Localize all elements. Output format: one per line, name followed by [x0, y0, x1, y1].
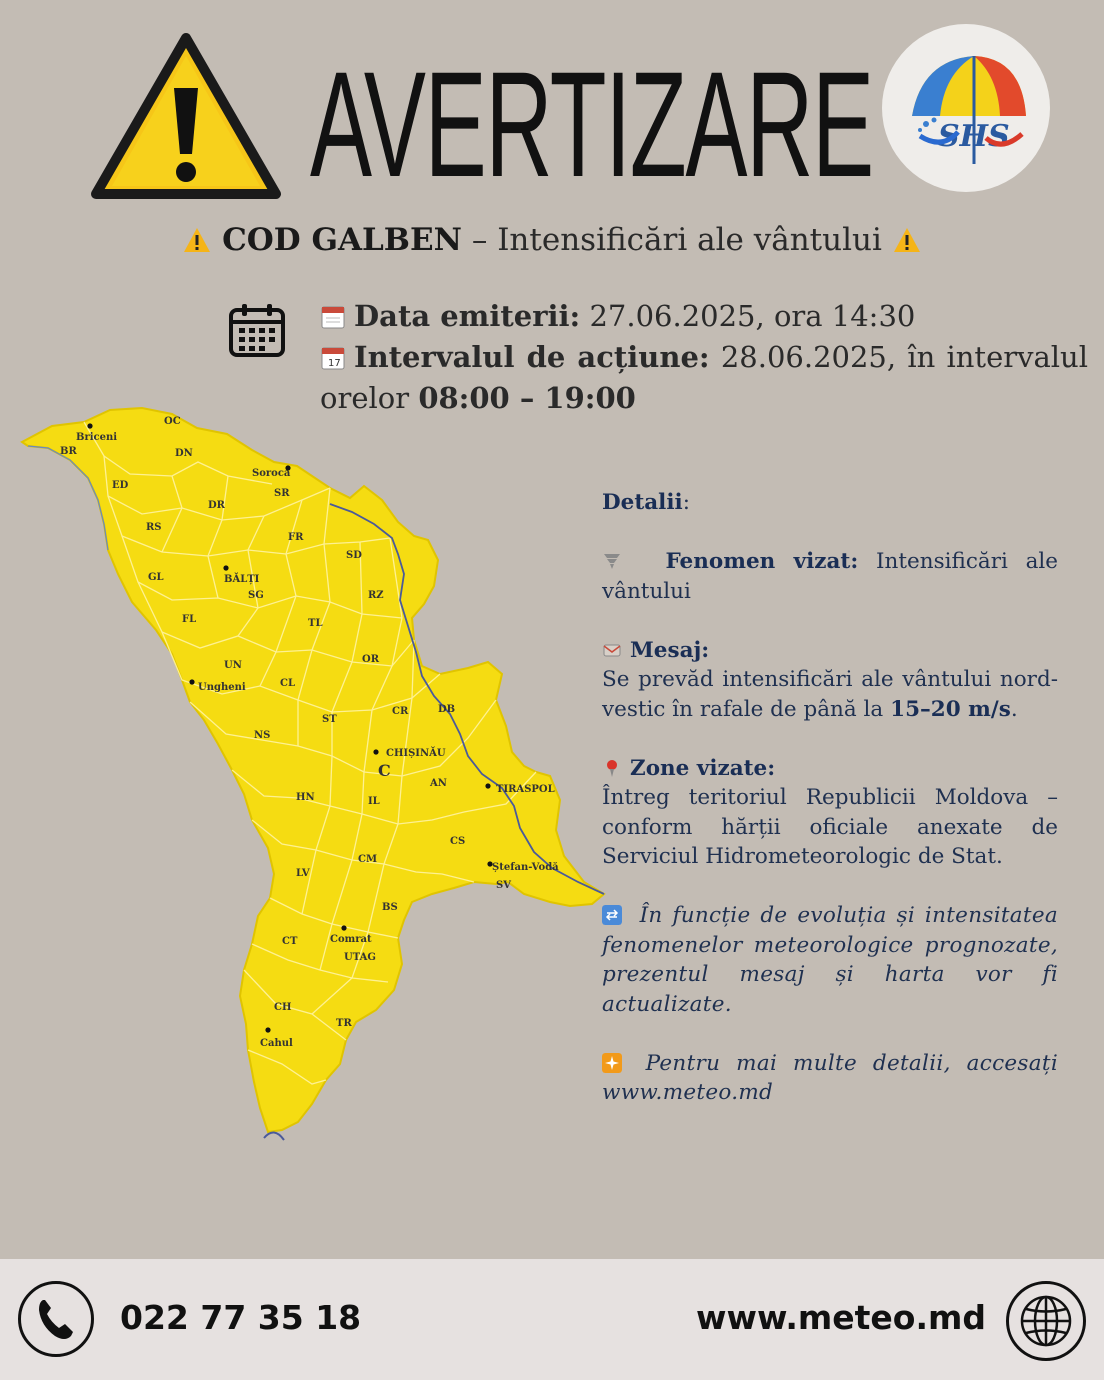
more-block	[602, 1049, 1058, 1108]
dates-block	[320, 296, 1088, 419]
map-label: UTAG	[344, 952, 376, 963]
map-label: ED	[112, 480, 129, 491]
mailbox-icon	[602, 640, 622, 660]
map-label: BS	[382, 902, 398, 913]
map-label: DN	[175, 448, 193, 459]
sparkle-icon	[602, 1053, 622, 1073]
map-label: OR	[362, 654, 380, 665]
issued-value: 27.06.2025, ora 14:30	[589, 299, 916, 333]
map-label: SR	[274, 488, 290, 499]
update-block	[602, 901, 1058, 1019]
message-value: 15–20 m/s	[890, 696, 1011, 722]
zones-block	[602, 754, 1058, 872]
shs-logo	[882, 24, 1050, 192]
map-label: CT	[282, 936, 298, 947]
map-label: Briceni	[76, 432, 118, 443]
map-label: DB	[438, 704, 456, 715]
interval-value: 28.06.2025, în intervalul orelor	[320, 340, 1089, 415]
map-label: HN	[296, 792, 315, 803]
map-label: SD	[346, 550, 362, 561]
map-label: ST	[322, 714, 337, 725]
globe-icon[interactable]	[1006, 1281, 1086, 1361]
map-label: UN	[224, 660, 242, 671]
map-label: DR	[208, 500, 225, 511]
zones-label: Zone vizate:	[630, 755, 776, 781]
tornado-icon	[602, 551, 622, 571]
update-text: În funcție de evoluția și intensitatea fenomenelor meteorologice prognozate, prezentul mesaj și harta vor fi actualizate.	[602, 903, 1059, 1017]
map-label: TL	[308, 618, 323, 629]
warning-small-icon	[182, 226, 212, 254]
details-heading: Detalii	[602, 490, 683, 515]
website-link[interactable]: www.meteo.md	[696, 1298, 987, 1337]
map-label: BĂLȚI	[224, 574, 260, 585]
map-label: Ștefan-Vodă	[492, 862, 559, 873]
moldova-warning-map	[12, 404, 612, 1154]
date-calendar-icon	[320, 345, 346, 371]
message-label: Mesaj:	[630, 637, 710, 663]
map-label: CH	[274, 1002, 292, 1013]
map-label: C	[378, 761, 391, 780]
map-label: TIRASPOL	[496, 784, 555, 795]
map-label: CS	[450, 836, 466, 847]
phone-number[interactable]: 022 77 35 18	[120, 1298, 362, 1337]
subtitle-separator: –	[471, 222, 488, 258]
svg-text:17: 17	[328, 358, 341, 369]
map-label: NS	[254, 730, 271, 741]
map-label: SG	[248, 590, 264, 601]
zones-text: Întreg teritoriul Republicii Moldova – conform hărții oficiale anexate de Serviciul Hidrometeorologic de Stat.	[602, 785, 1058, 869]
map-label: RS	[146, 522, 162, 533]
alert-subtitle	[0, 218, 1104, 262]
map-label: TR	[336, 1018, 352, 1029]
map-label: SV	[496, 880, 511, 891]
phenomenon-label: Fenomen vizat:	[665, 549, 859, 574]
map-label: Soroca	[252, 468, 291, 479]
map-label: Cahul	[260, 1038, 293, 1049]
phenomenon-block	[602, 547, 1058, 606]
interval-label: Intervalul de acțiune:	[354, 340, 710, 374]
phenomenon-value: Intensificări ale vântului	[602, 549, 1058, 604]
issued-line	[320, 296, 1088, 337]
phone-icon	[18, 1281, 94, 1357]
warning-triangle-icon	[88, 30, 284, 202]
more-text: Pentru mai multe detalii, accesați www.meteo.md	[602, 1050, 1058, 1105]
pin-icon	[602, 758, 622, 778]
repeat-icon	[602, 905, 622, 925]
map-label: OC	[164, 416, 181, 427]
map-label: AN	[430, 778, 447, 789]
alert-code: COD GALBEN	[222, 222, 462, 258]
map-label: CR	[392, 706, 409, 717]
map-label: CL	[280, 678, 295, 689]
message-text: Se prevăd intensificări ale vântului nord-vestic în rafale de până la	[602, 667, 1058, 722]
logo-text: SHS	[938, 119, 1010, 154]
map-label: Ungheni	[198, 682, 246, 693]
map-territory	[22, 408, 604, 1132]
tear-off-calendar-icon	[320, 304, 346, 330]
map-label: BR	[60, 446, 77, 457]
map-label: FR	[288, 532, 304, 543]
message-block	[602, 636, 1058, 725]
details-panel	[602, 488, 1058, 1137]
details-heading-colon: :	[682, 490, 690, 515]
map-label: RZ	[368, 590, 384, 601]
page-title: AVERTIZARE	[310, 40, 873, 208]
map-label: CM	[358, 854, 378, 865]
danube-river	[264, 1132, 284, 1140]
issued-label: Data emiterii:	[354, 299, 581, 333]
interval-hours: 08:00 – 19:00	[418, 381, 636, 415]
alert-phenomenon: Intensificări ale vântului	[497, 222, 882, 258]
map-label: GL	[148, 572, 164, 583]
message-end: .	[1010, 696, 1018, 722]
calendar-icon	[228, 302, 286, 358]
map-label: CHIȘINĂU	[386, 748, 446, 759]
map-label: Comrat	[330, 934, 372, 945]
map-label: FL	[182, 614, 197, 625]
warning-small-icon	[892, 226, 922, 254]
map-label: LV	[296, 868, 310, 879]
map-label: IL	[368, 796, 380, 807]
